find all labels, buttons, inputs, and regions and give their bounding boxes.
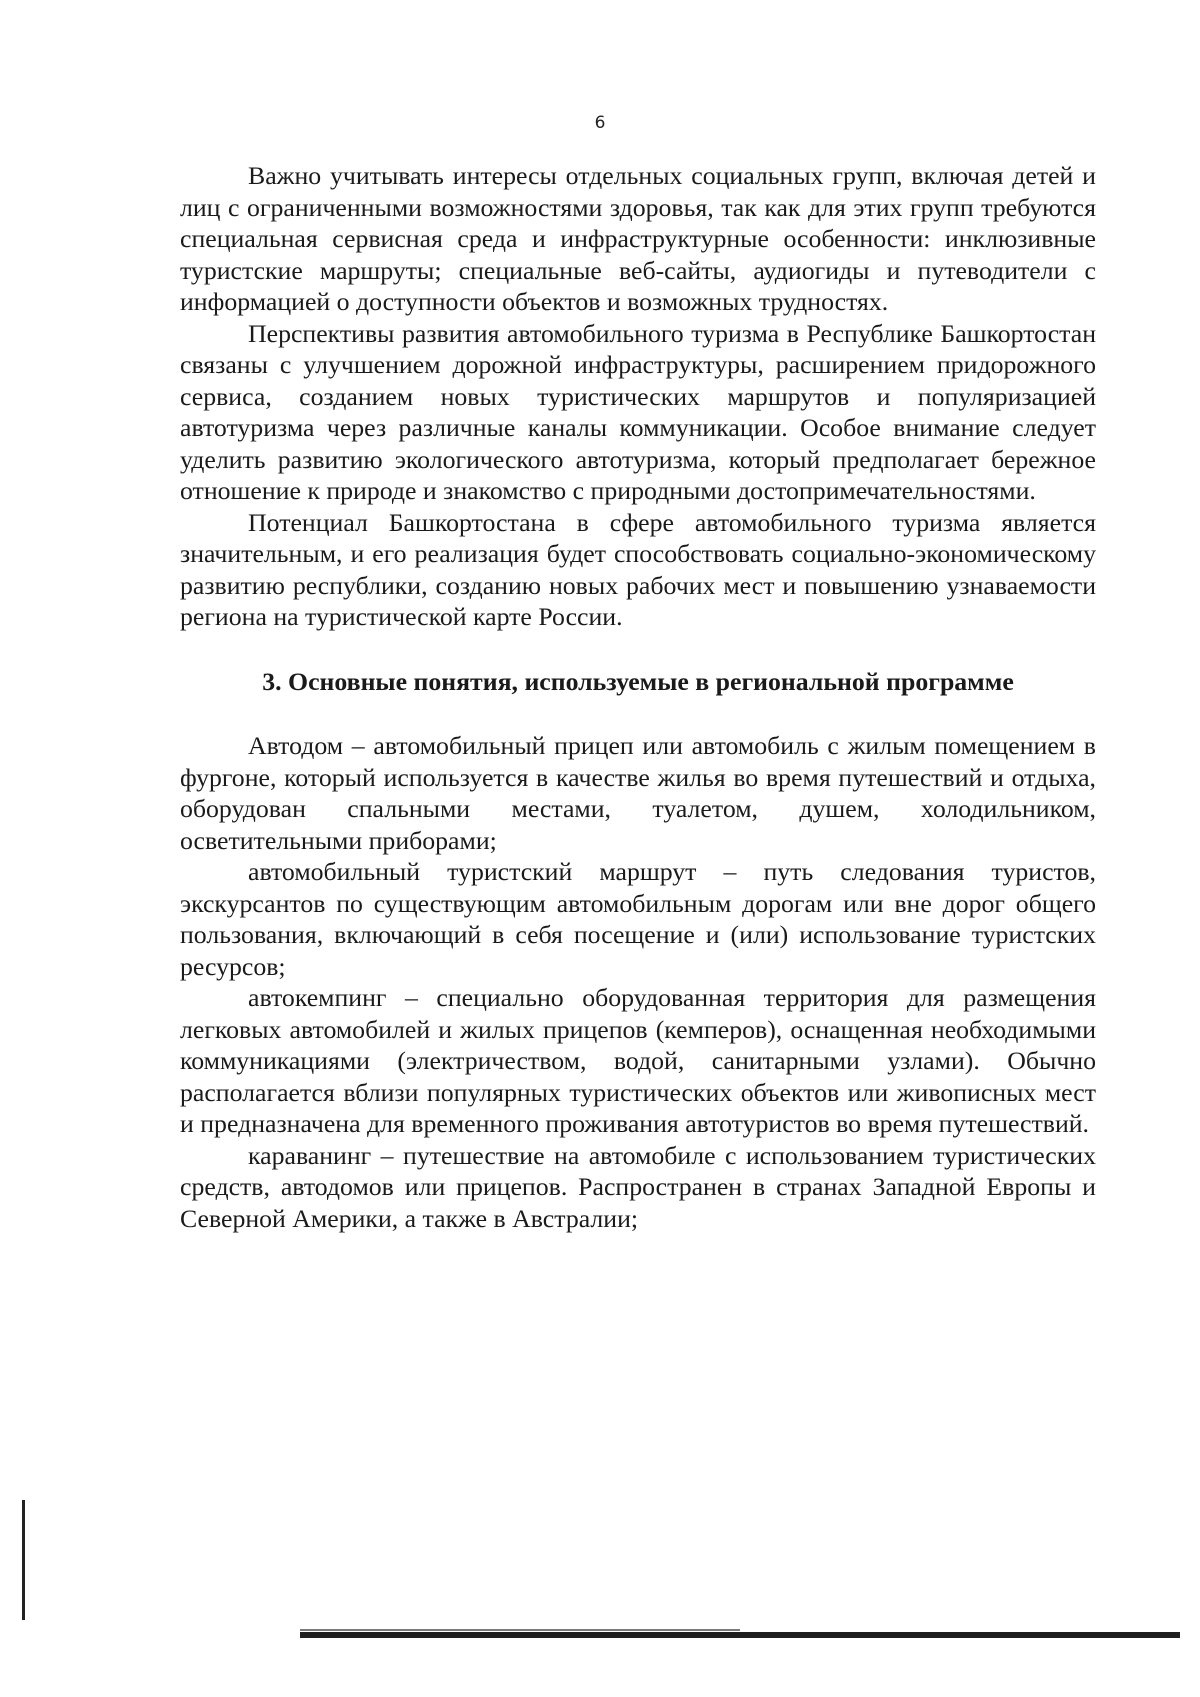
section-heading: 3. Основные понятия, используемые в региональной программе [262,666,1014,696]
paragraph-social-groups: Важно учитывать интересы отдельных социальных групп, включая детей и лиц с ограниченными возможностями здоровья, так как для этих групп требуются специальная сервисная среда и инфраструктурные особенности: инклюзивные туристские маршруты; специальные веб-сайты, аудиогиды и путеводители с информацией о доступности объектов и возможных трудностях. [180,161,1096,316]
definition-autocamping: автокемпинг – специально оборудованная территория для размещения легковых автомобилей и жилых прицепов (кемперов), оснащенная необходимыми коммуникациями (электричеством, водой, санитарными узлами). Обычно располагается вблизи популярных туристических объектов или живописных мест и предназначена для временного проживания автотуристов во время путешествий. [180,983,1096,1138]
definition-caravanning: караванинг – путешествие на автомобиле с использованием туристических средств, автодомов или прицепов. Распространен в странах Западной Европы и Северной Америки, а также в Австралии; [180,1140,1096,1233]
scan-edge-mark [22,1500,25,1620]
document-body [180,160,1096,1234]
definition-avtodom: Автодом – автомобильный прицеп или автомобиль с жилым помещением в фургоне, который используется в качестве жилья во время путешествий и отдыха, оборудован спальными местами, туалетом, душем, холодильником, осветительными приборами; [180,731,1096,855]
definition-tourist-route: автомобильный туристский маршрут – путь следования туристов, экскурсантов по существующим автомобильным дорогам или вне дорог общего пользования, включающий в себя посещение и (или) использование туристских ресурсов; [180,857,1096,981]
scan-bottom-line [300,1632,1180,1638]
scan-bottom-line-thin [300,1629,740,1631]
page-number: 6 [594,113,606,133]
paragraph-potential: Потенциал Башкортостана в сфере автомобильного туризма является значительным, и его реализация будет способствовать социально-экономическому развитию республики, созданию новых рабочих мест и повышению узнаваемости региона на туристической карте России. [180,507,1096,631]
paragraph-perspectives: Перспективы развития автомобильного туризма в Республике Башкортостан связаны с улучшением дорожной инфраструктуры, расширением придорожного сервиса, созданием новых туристических маршрутов и популяризацией автотуризма через различные каналы коммуникации. Особое внимание следует уделить развитию экологического автотуризма, который предполагает бережное отношение к природе и знакомство с природными достопримечательностями. [180,318,1096,505]
